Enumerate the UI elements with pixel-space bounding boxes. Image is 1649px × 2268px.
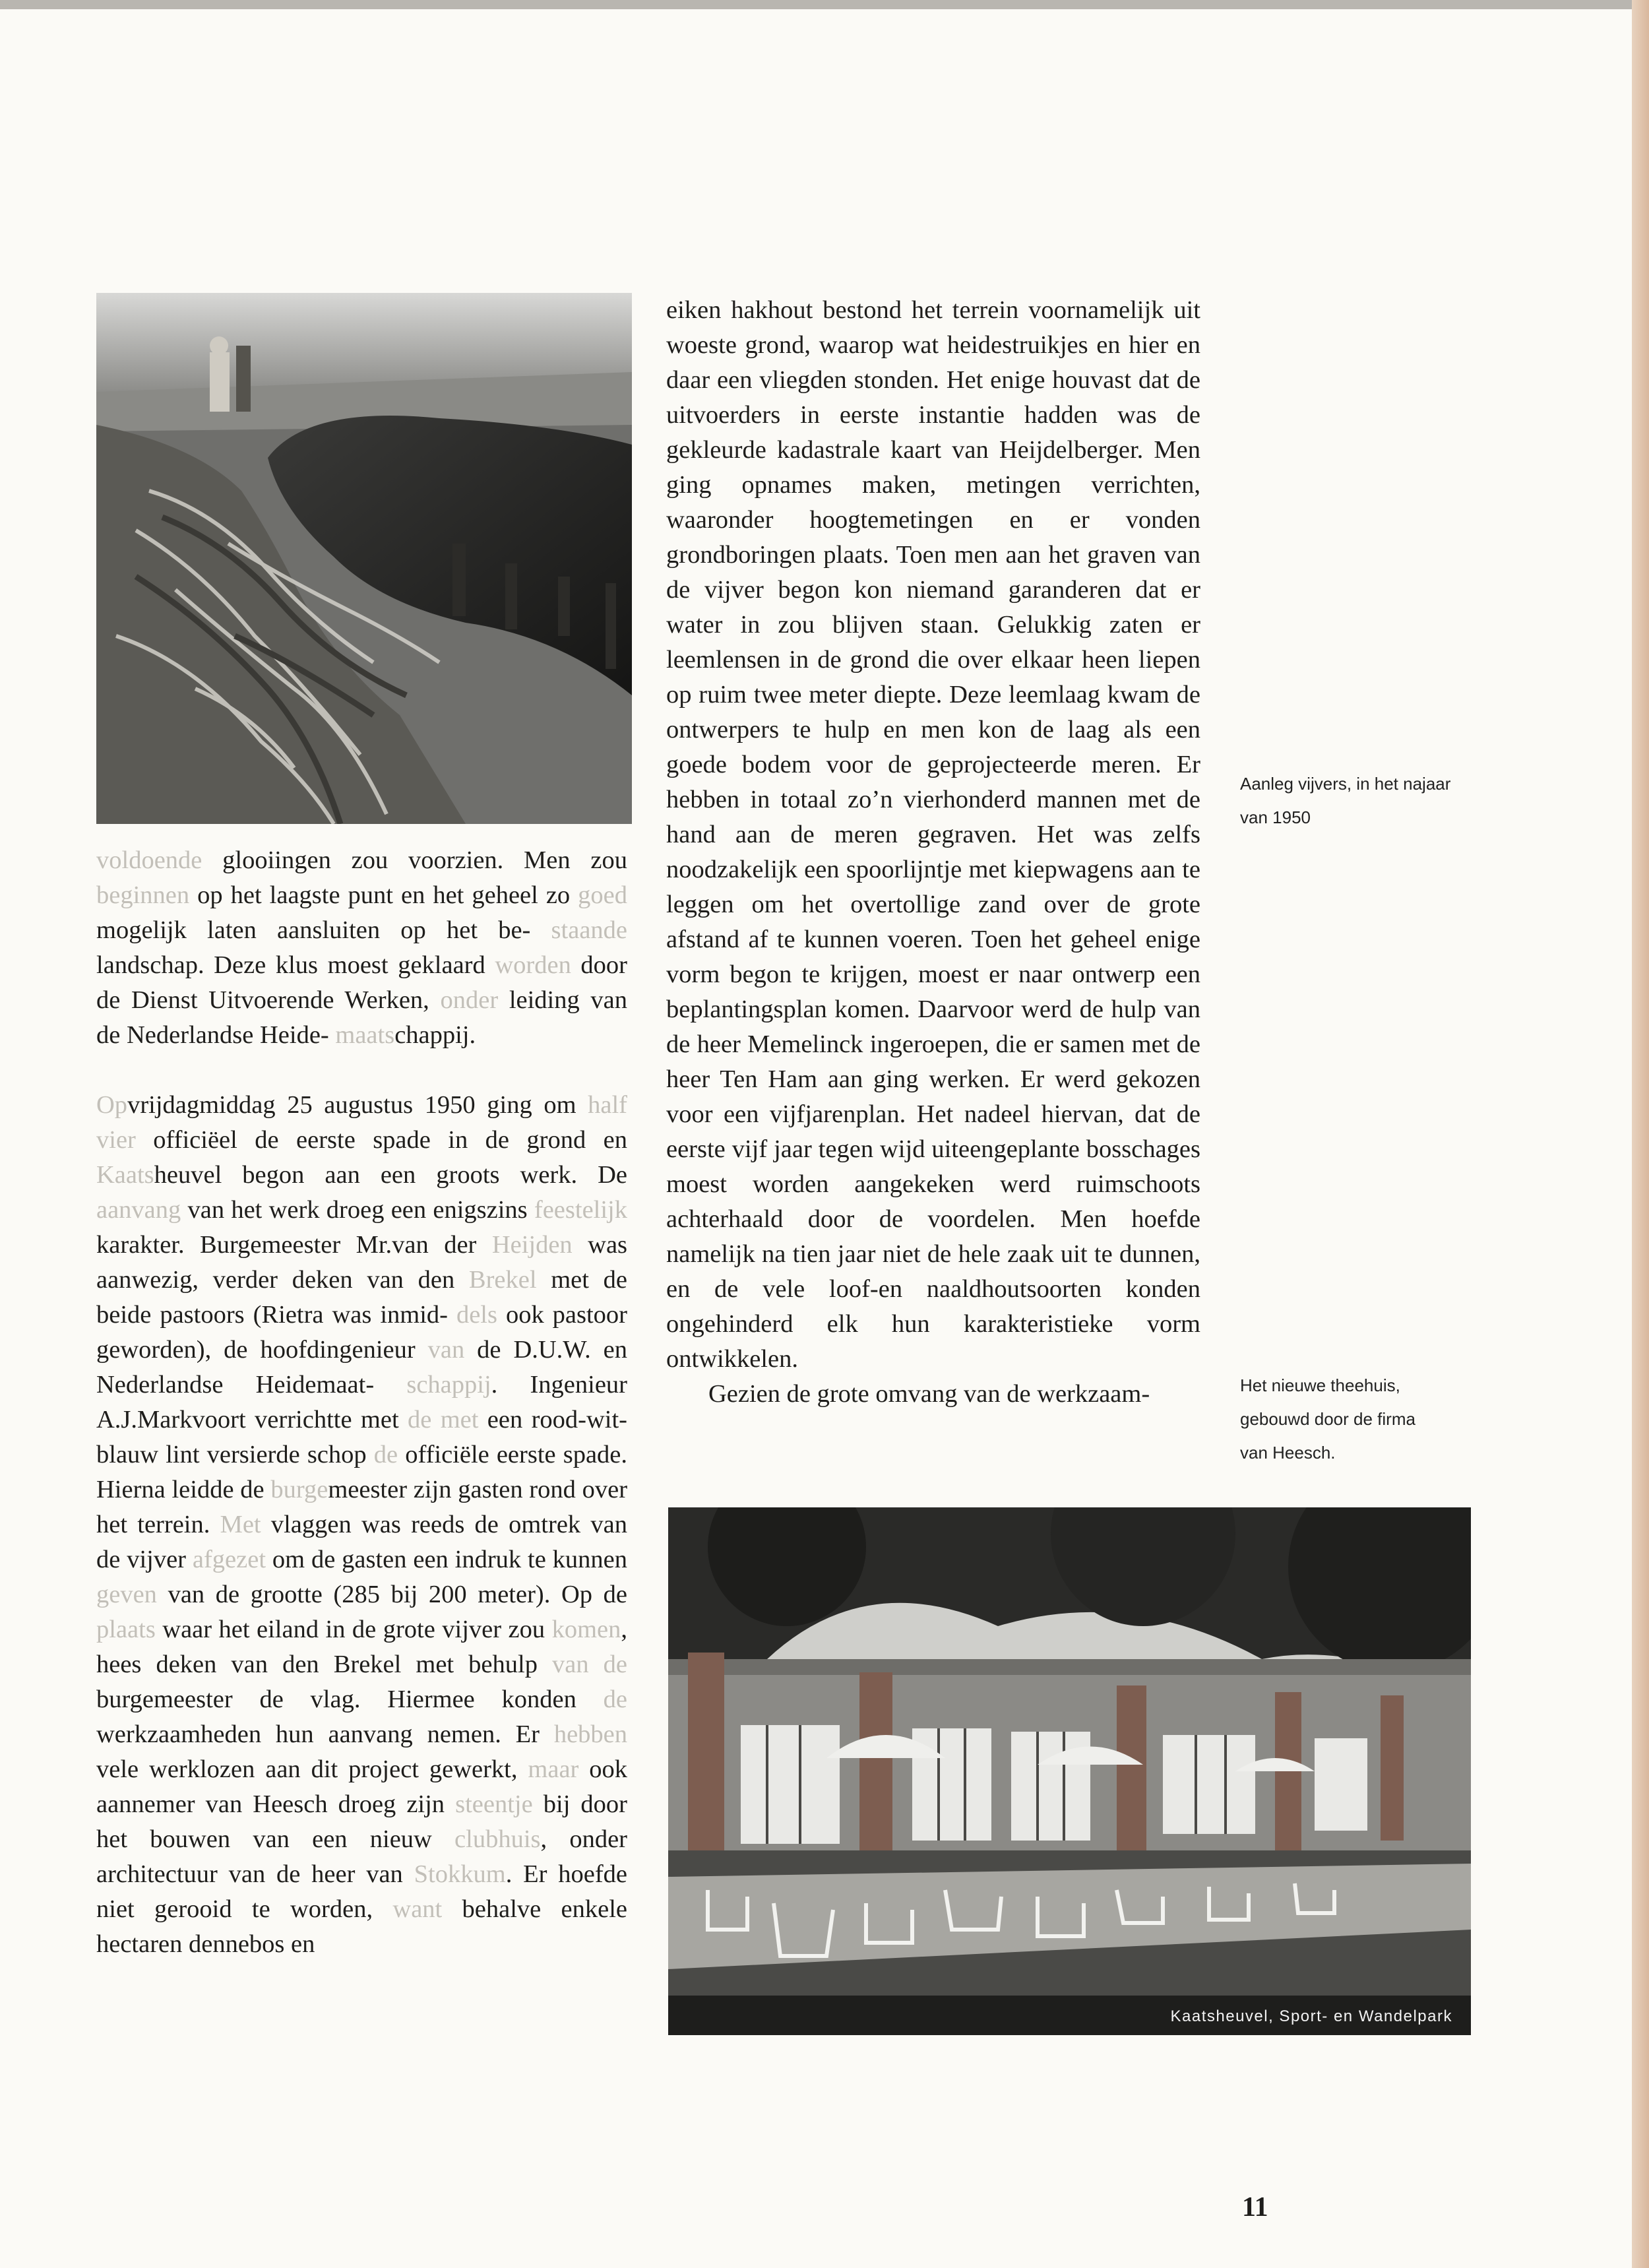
pond-construction-photo bbox=[96, 293, 632, 824]
faded-line-start: plaats bbox=[96, 1616, 156, 1643]
line-text: vrijdagmiddag 25 augustus 1950 ging om bbox=[127, 1091, 576, 1119]
faded-line-start: dels bbox=[456, 1301, 497, 1329]
faded-line-start: half vier bbox=[96, 1091, 627, 1154]
line-text: op het laagste punt en het geheel zo bbox=[189, 881, 571, 909]
line-text: door de Dienst Uitvoerende Werken, bbox=[96, 951, 628, 1014]
faded-line-start: Heijden bbox=[491, 1231, 573, 1259]
line-text: ook aannemer van Heesch droeg zijn bbox=[96, 1755, 628, 1818]
faded-line-start: Brekel bbox=[468, 1266, 537, 1294]
faded-line-start: clubhuis bbox=[454, 1825, 541, 1853]
faded-line-start: maats bbox=[335, 1021, 395, 1049]
faded-line-start: goed bbox=[578, 881, 627, 909]
line-text: ook pastoor geworden), de hoofdingenieur bbox=[96, 1301, 628, 1364]
line-text: werkzaamheden hun aanvang nemen. Er bbox=[96, 1720, 540, 1748]
scan-page-edge bbox=[1632, 0, 1649, 2268]
middle-paragraph-1: eiken hakhout bestond het terrein voornamelijk uit woeste grond, waarop wat heidestruikjes en hier en daar een vliegden stonden. Het enige houvast dat de uitvoerders in eerste instantie hadden was de gekleurde kadastrale kaart van Heijdelberger. Men ging opnames maken, metingen verrichten, waaronder hoogtemetingen en er vonden grondboringen plaats. Toen men aan het graven van de vijver begon kon niemand garanderen dat er water in zou blijven staan. Gelukkig zaten er leemlensen in de grond die over elkaar heen liepen op ruim twee meter diepte. Deze leemlaag kwam de ontwerpers te hulp en men kon de laag als een goede bodem voor de geprojecteerde meren. Er hebben in totaal zo’n vierhonderd mannen met de hand aan de meren gegraven. Het was zelfs noodzakelijk een spoorlijntje met kiepwagens aan te leggen om het overtollige zand over de grote afstand af te kunnen voeren. Toen het geheel enige vorm begon te krijgen, moest er naar ontwerp een beplantingsplan komen. Daarvoor werd de hulp van de heer Memelinck ingeroepen, die er samen met de heer Ten Ham aan ging werken. Er werd gekozen voor een vijfjarenplan. Het nadeel hiervan, dat de eerste vijf jaar tegen wijd uiteengeplante bosschages moest worden aangekeken werd ruimschoots achterhaald door de voordelen. Men hoefde namelijk na tien jaar niet de hele zaak uit te dunnen, en de vele loof-en naaldhoutsoorten konden ongehinderd elk hun karakteristieke vorm ontwikkelen. bbox=[666, 296, 1200, 1373]
left-text-column bbox=[96, 843, 627, 1962]
line-text: meester zijn gasten rond over het terrein. bbox=[96, 1476, 628, 1538]
line-text: waar het eiland in de grote vijver zou bbox=[155, 1616, 545, 1643]
line-text: landschap. Deze klus moest geklaard bbox=[96, 951, 485, 979]
faded-line-start: steentje bbox=[455, 1790, 533, 1818]
line-text: was aanwezig, verder deken van den bbox=[96, 1231, 628, 1294]
page-number: 11 bbox=[1242, 2192, 1268, 2222]
faded-line-start: burge bbox=[270, 1476, 328, 1503]
faded-line-start: van de bbox=[552, 1651, 628, 1678]
faded-line-start: Op bbox=[96, 1091, 128, 1119]
line-text: bij door het bouwen van een nieuw bbox=[96, 1790, 627, 1853]
line-text: vele werklozen aan dit project gewerkt, bbox=[96, 1755, 518, 1783]
line-text: om de gasten een indruk te kunnen bbox=[266, 1546, 628, 1573]
faded-line-start: Kaats bbox=[96, 1161, 154, 1189]
line-text: burgemeester de vlag. Hiermee konden bbox=[96, 1685, 576, 1713]
faded-line-start: beginnen bbox=[96, 881, 190, 909]
teahouse-photo bbox=[668, 1507, 1471, 2035]
line-text: de D.U.W. en Nederlandse Heidemaat- bbox=[96, 1336, 628, 1399]
faded-line-start: komen bbox=[551, 1616, 621, 1643]
photo-credit-text: Kaatsheuvel, Sport- en Wandelpark bbox=[1170, 2007, 1452, 2025]
line-text: vlaggen was reeds de omtrek van de vijver bbox=[96, 1511, 627, 1573]
line-text: met de beide pastoors (Rietra was inmid- bbox=[96, 1266, 627, 1329]
faded-line-start: de bbox=[603, 1685, 628, 1713]
faded-line-start: de met bbox=[408, 1406, 479, 1433]
caption-line: Aanleg vijvers, in het najaar bbox=[1240, 774, 1451, 794]
faded-line-start: hebben bbox=[553, 1720, 628, 1748]
faded-line-start: afgezet bbox=[192, 1546, 266, 1573]
line-text: van het werk droeg een enigszins bbox=[181, 1196, 528, 1224]
faded-line-start: maar bbox=[528, 1755, 579, 1783]
faded-line-start: schappij bbox=[406, 1371, 491, 1399]
faded-line-start: geven bbox=[96, 1581, 157, 1608]
caption-line: van Heesch. bbox=[1240, 1443, 1336, 1463]
line-text: officiële eerste spade. Hierna leidde de bbox=[96, 1441, 627, 1503]
teahouse-image bbox=[668, 1507, 1471, 2035]
left-paragraph-2 bbox=[96, 1088, 627, 1962]
faded-line-start: de bbox=[373, 1441, 398, 1468]
faded-line-start: van bbox=[427, 1336, 465, 1364]
faded-line-start: aanvang bbox=[96, 1196, 181, 1224]
caption-line: van 1950 bbox=[1240, 807, 1311, 827]
caption-line: Het nieuwe theehuis, bbox=[1240, 1375, 1400, 1395]
faded-line-start: onder bbox=[440, 986, 499, 1014]
line-text: een rood-wit-blauw lint versierde schop bbox=[96, 1406, 627, 1468]
faded-line-start: feestelijk bbox=[534, 1196, 627, 1224]
line-text: . Ingenieur A.J.Markvoort verrichtte met bbox=[96, 1371, 627, 1433]
scan-top-band bbox=[0, 0, 1649, 9]
caption-teahouse bbox=[1240, 1369, 1484, 1470]
faded-line-start: worden bbox=[495, 951, 571, 979]
faded-line-start: Met bbox=[220, 1511, 261, 1538]
line-text: . Er hoefde niet gerooid te worden, bbox=[96, 1860, 628, 1923]
faded-line-start: Stokkum bbox=[414, 1860, 506, 1888]
pond-construction-image bbox=[96, 293, 632, 824]
line-text: karakter. Burgemeester Mr.van der bbox=[96, 1231, 477, 1259]
line-text: leiding van de Nederlandse Heide- bbox=[96, 986, 627, 1049]
line-text: glooiingen zou voorzien. Men zou bbox=[202, 846, 627, 874]
line-text: heuvel begon aan een groots werk. De bbox=[154, 1161, 627, 1189]
faded-line-start: voldoende bbox=[96, 846, 202, 874]
left-paragraph-1 bbox=[96, 843, 627, 1053]
line-text: officiëel de eerste spade in de grond en bbox=[135, 1126, 627, 1154]
line-text: mogelijk laten aansluiten op het be- bbox=[96, 916, 531, 944]
caption-construction bbox=[1240, 767, 1484, 835]
faded-line-start: want bbox=[392, 1895, 443, 1923]
middle-paragraph-2: Gezien de grote omvang van de werkzaam- bbox=[708, 1380, 1150, 1408]
faded-line-start: staande bbox=[551, 916, 627, 944]
middle-text-column bbox=[666, 293, 1200, 1412]
line-text: , hees deken van den Brekel met behulp bbox=[96, 1616, 627, 1678]
caption-line: gebouwd door de firma bbox=[1240, 1409, 1416, 1429]
line-text: behalve enkele hectaren dennebos en bbox=[96, 1895, 627, 1958]
line-text: van de grootte (285 bij 200 meter). Op de bbox=[156, 1581, 627, 1608]
line-text: chappij. bbox=[394, 1021, 476, 1049]
line-text: , onder architectuur van de heer van bbox=[96, 1825, 628, 1888]
